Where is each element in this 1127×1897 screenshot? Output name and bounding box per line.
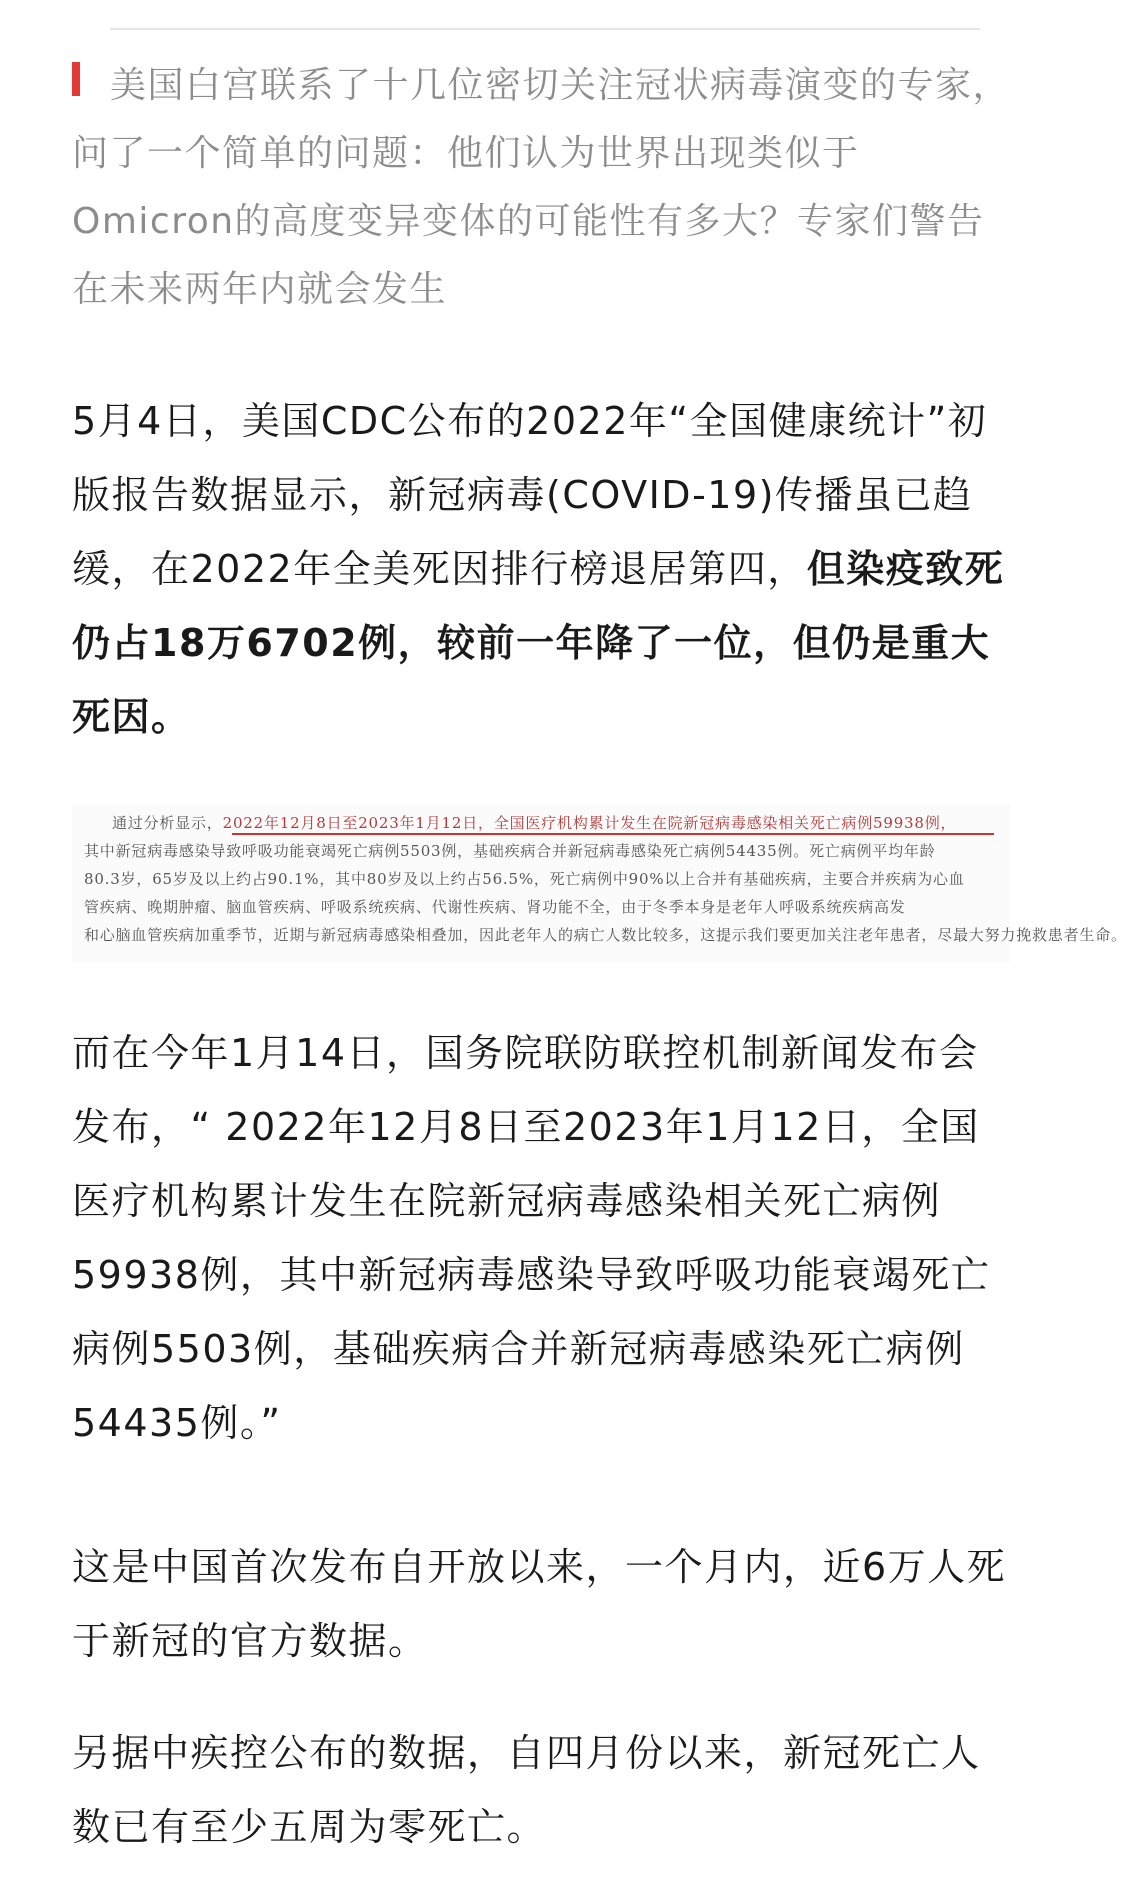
doc-line-5: 和心脑血管疾病加重季节，近期与新冠病毒感染相叠加，因此老年人的病亡人数比较多，这提示我们要更加关注老年患者，尽最大努力挽救患者生命。 [84, 926, 1127, 944]
doc-line-1-underlined: 2022年12月8日至2023年1月12日，全国医疗机构累计发生在院新冠病毒感染相关死亡病例59938例， [222, 814, 957, 832]
doc-line-1-lead: 通过分析显示， [112, 814, 223, 832]
doc-line-2: 其中新冠病毒感染导致呼吸功能衰竭死亡病例5503例，基础疾病合并新冠病毒感染死亡病例54435例。死亡病例平均年龄 [84, 842, 936, 860]
quote-text: 美国白宫联系了十几位密切关注冠状病毒演变的专家，问了一个简单的问题：他们认为世界出现类似于Omicron的高度变异变体的可能性有多大？专家们警告在未来两年内就会发生 [72, 65, 1011, 310]
doc-line-3: 80.3岁，65岁及以上约占90.1%，其中80岁及以上约占56.5%，死亡病例中90%以上合并有基础疾病，主要合并疾病为心血 [84, 870, 965, 888]
paragraph-official-data: 这是中国首次发布自开放以来，一个月内，近6万人死于新冠的官方数据。 [72, 1545, 1007, 1663]
paragraph-cdc-china: 另据中疾控公布的数据，自四月份以来，新冠死亡人数已有至少五周为零死亡。 [72, 1731, 981, 1849]
doc-line-1 [112, 812, 956, 833]
document-screenshot-image [72, 804, 1127, 962]
red-underline-mark [232, 833, 994, 835]
paragraph-state-council: 而在今年1月14日，国务院联防联控机制新闻发布会发布，“ 2022年12月8日至2023年1月12日，全国医疗机构累计发生在院新冠病毒感染相关死亡病例59938例，其中新冠病毒感染导致呼吸功能衰竭死亡病例5503例，基础疾病合并新冠病毒感染死亡病例54435例。” [72, 1031, 991, 1445]
paragraph-cdc-report [72, 384, 1012, 754]
doc-line-4: 管疾病、晚期肿瘤、脑血管疾病、呼吸系统疾病、代谢性疾病、肾功能不全，由于冬季本身是老年人呼吸系统疾病高发 [84, 898, 906, 916]
blockquote [72, 52, 1017, 324]
top-divider [110, 28, 980, 30]
paragraph-cdc-normal: 5月4日，美国CDC公布的2022年“全国健康统计”初版报告数据显示，新冠病毒(COVID-19)传播虽已趋缓，在2022年全美死因排行榜退居第四， [72, 399, 988, 591]
paragraph-cdc-bold: 但染疫致死仍占18万6702例，较前一年降了一位，但仍是重大死因。 [72, 547, 1005, 739]
